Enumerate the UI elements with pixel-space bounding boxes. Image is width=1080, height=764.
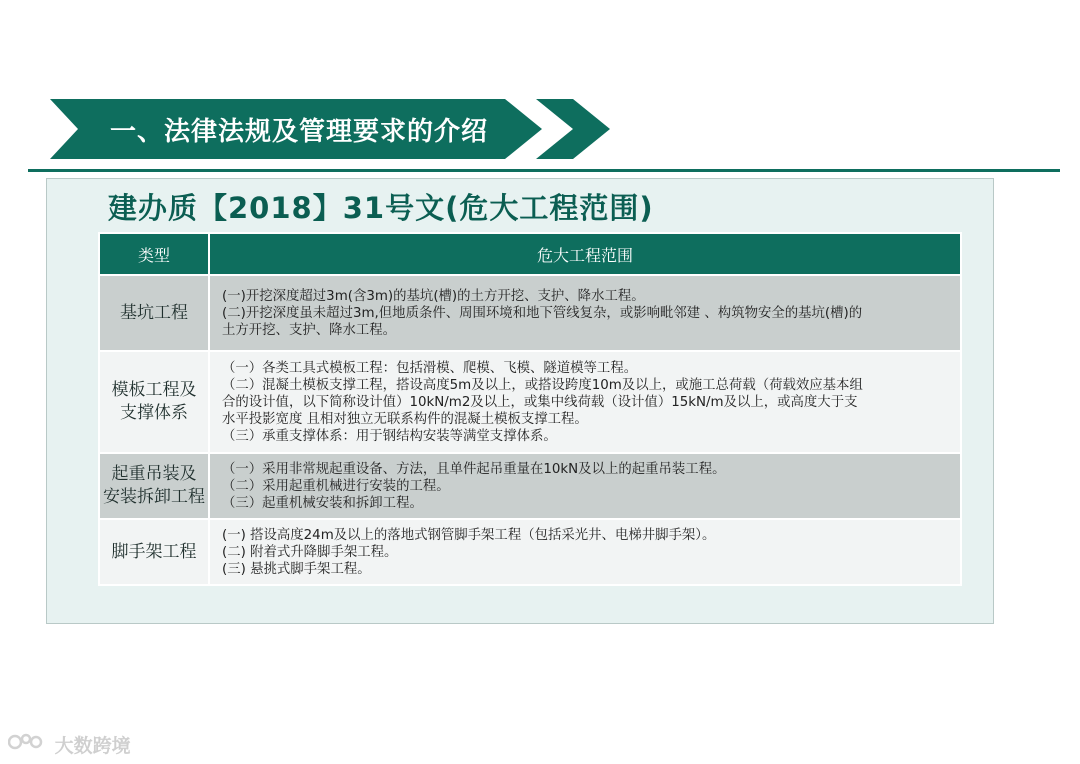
scope-item: (三) 悬挑式脚手架工程。	[222, 561, 371, 577]
watermark	[8, 730, 142, 758]
scope-item: （二）采用起重机械进行安装的工程。	[222, 478, 450, 494]
scope-item: (二) 附着式升降脚手架工程。	[222, 544, 398, 560]
hazard-scope-table	[98, 232, 962, 586]
scope-item: 土方开挖、支护、降水工程。	[222, 322, 397, 338]
header-divider	[28, 169, 1060, 172]
scope-item: （三）承重支撑体系：用于钢结构安装等满堂支撑体系。	[222, 428, 557, 444]
scope-item: 水平投影宽度 且相对独立无联系构件的混凝土模板支撑工程。	[222, 411, 588, 427]
row-scope-cell	[209, 519, 961, 585]
scope-item: (二)开挖深度虽未超过3m,但地质条件、周围环境和地下管线复杂，或影响毗邻建 、构筑物安全的基坑(槽)的	[222, 305, 863, 321]
scope-item: 合的设计值，以下简称设计值）10kN/m2及以上，或集中线荷载（设计值）15kN/m及以上，或高度大于支	[222, 394, 858, 410]
scope-item: (一)开挖深度超过3m(含3m)的基坑(槽)的土方开挖、支护、降水工程。	[222, 288, 645, 304]
row-type-cell	[99, 519, 209, 585]
column-header-type: 类型	[99, 233, 209, 275]
document-title: 建办质【2018】31号文(危大工程范围)	[108, 191, 654, 225]
section-banner	[50, 99, 610, 159]
row-type-label: 安装拆卸工程	[103, 487, 205, 507]
row-type-label: 基坑工程	[120, 302, 188, 323]
row-scope-cell	[209, 351, 961, 453]
watermark-logo-icon	[8, 730, 44, 757]
section-title: 一、法律法规及管理要求的介绍	[110, 117, 489, 147]
table-row	[99, 453, 961, 519]
scope-item: （一）各类工具式模板工程：包括滑模、爬模、飞模、隧道模等工程。	[222, 360, 638, 376]
row-type-label: 起重吊装及	[111, 464, 197, 484]
scope-item: （三）起重机械安装和拆卸工程。	[222, 495, 423, 511]
row-type-label: 模板工程及	[111, 380, 197, 400]
column-header-scope: 危大工程范围	[209, 233, 961, 275]
scope-item: （二）混凝土模板支撑工程，搭设高度5m及以上，或搭设跨度10m及以上，或施工总荷载（荷载效应基本组	[222, 377, 863, 393]
row-scope-cell	[209, 453, 961, 519]
row-scope-cell	[209, 275, 961, 351]
table-row	[99, 351, 961, 453]
row-type-label: 脚手架工程	[111, 541, 197, 562]
table-row	[99, 519, 961, 585]
table-row	[99, 275, 961, 351]
row-type-cell	[99, 275, 209, 351]
scope-item: （一）采用非常规起重设备、方法，且单件起吊重量在10kN及以上的起重吊装工程。	[222, 461, 726, 477]
row-type-cell	[99, 453, 209, 519]
scope-item: (一) 搭设高度24m及以上的落地式钢管脚手架工程（包括采光井、电梯井脚手架）。	[222, 527, 716, 543]
row-type-cell	[99, 351, 209, 453]
row-type-label: 支撑体系	[120, 403, 188, 423]
watermark-text: 大数跨境	[54, 735, 131, 757]
